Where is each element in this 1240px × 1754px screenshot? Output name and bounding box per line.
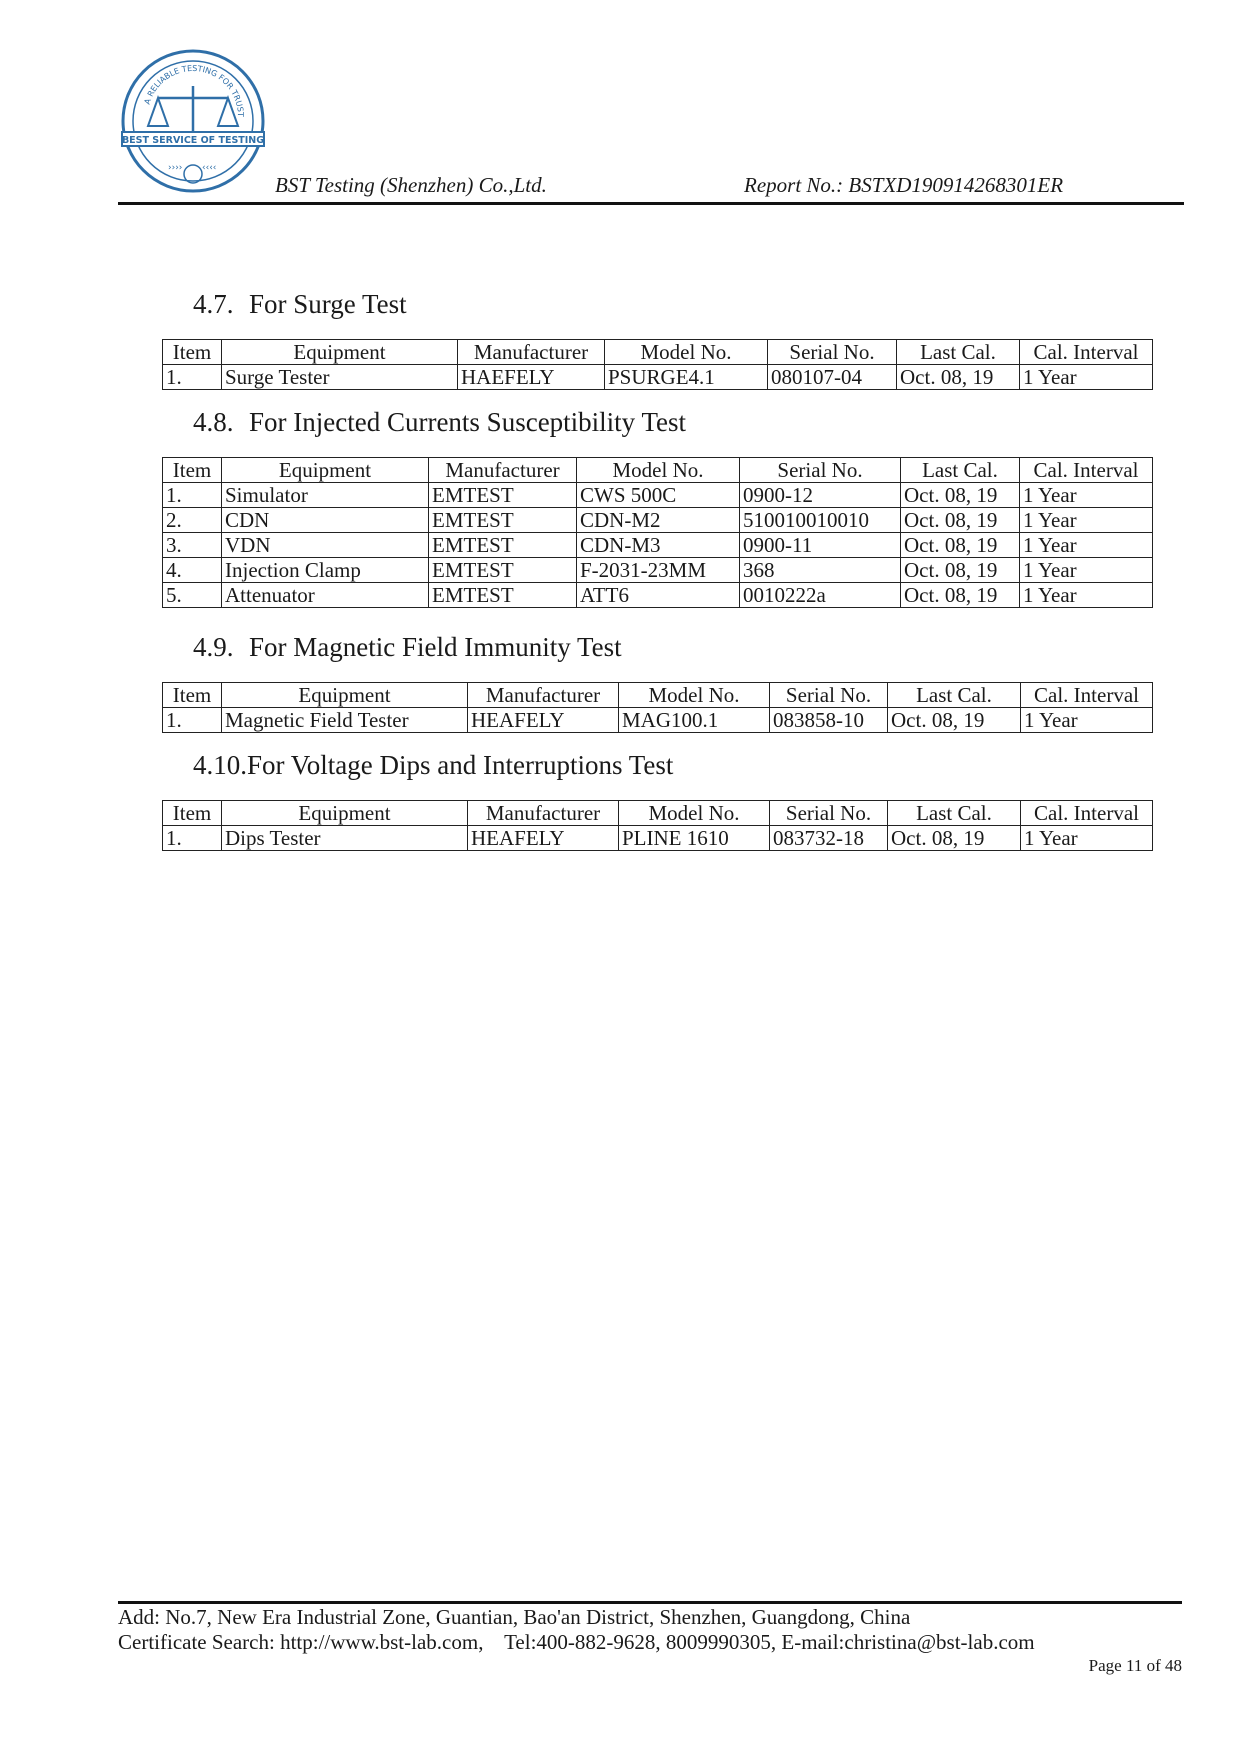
cell-manufacturer: HEAFELY <box>468 708 619 733</box>
cell-cal-interval: 1 Year <box>1020 533 1153 558</box>
cell-item: 1. <box>163 708 222 733</box>
header-divider <box>118 202 1184 205</box>
col-serial: Serial No. <box>768 340 897 365</box>
cell-last-cal: Oct. 08, 19 <box>888 708 1021 733</box>
footer-address: Add: No.7, New Era Industrial Zone, Guantian, Bao'an District, Shenzhen, Guangdong, China <box>118 1605 911 1629</box>
cell-serial: 080107-04 <box>768 365 897 390</box>
col-equipment: Equipment <box>222 801 468 826</box>
section-title-injected-currents: 4.8. For Injected Currents Susceptibility Test <box>193 407 687 437</box>
table-row <box>163 583 1153 608</box>
table-row <box>163 508 1153 533</box>
cell-manufacturer: EMTEST <box>429 508 577 533</box>
col-cal-interval: Cal. Interval <box>1021 801 1153 826</box>
col-cal-interval: Cal. Interval <box>1021 683 1153 708</box>
cell-equipment: Simulator <box>222 483 429 508</box>
col-item: Item <box>163 801 222 826</box>
col-last-cal: Last Cal. <box>888 683 1021 708</box>
company-logo <box>118 46 268 196</box>
cell-model: CWS 500C <box>577 483 740 508</box>
table-row <box>163 483 1153 508</box>
cell-item: 4. <box>163 558 222 583</box>
cell-cal-interval: 1 Year <box>1021 826 1153 851</box>
cell-item: 2. <box>163 508 222 533</box>
col-manufacturer: Manufacturer <box>429 458 577 483</box>
col-equipment: Equipment <box>222 458 429 483</box>
table-row <box>163 365 1153 390</box>
equipment-table-surge <box>162 339 1153 390</box>
svg-text:A RELIABLE TESTING FOR TRUST: A RELIABLE TESTING FOR TRUST <box>142 63 246 118</box>
cell-model: F-2031-23MM <box>577 558 740 583</box>
cell-model: CDN-M2 <box>577 508 740 533</box>
col-last-cal: Last Cal. <box>901 458 1020 483</box>
svg-text:››››: ›››› <box>168 163 183 173</box>
col-serial: Serial No. <box>770 801 888 826</box>
cell-equipment: VDN <box>222 533 429 558</box>
col-model: Model No. <box>619 801 770 826</box>
col-model: Model No. <box>605 340 768 365</box>
cell-serial: 083732-18 <box>770 826 888 851</box>
report-number: Report No.: BSTXD190914268301ER <box>744 173 1064 197</box>
cell-model: CDN-M3 <box>577 533 740 558</box>
cell-last-cal: Oct. 08, 19 <box>901 483 1020 508</box>
cell-cal-interval: 1 Year <box>1020 583 1153 608</box>
col-item: Item <box>163 683 222 708</box>
cell-item: 1. <box>163 483 222 508</box>
cell-equipment: Injection Clamp <box>222 558 429 583</box>
col-last-cal: Last Cal. <box>897 340 1020 365</box>
cell-cal-interval: 1 Year <box>1020 508 1153 533</box>
col-manufacturer: Manufacturer <box>468 683 619 708</box>
col-model: Model No. <box>577 458 740 483</box>
cell-model: PLINE 1610 <box>619 826 770 851</box>
equipment-table-injected-currents <box>162 457 1153 608</box>
table-header-row <box>163 683 1153 708</box>
table-header-row <box>163 458 1153 483</box>
cell-model: PSURGE4.1 <box>605 365 768 390</box>
cell-last-cal: Oct. 08, 19 <box>888 826 1021 851</box>
table-row <box>163 533 1153 558</box>
col-equipment: Equipment <box>222 683 468 708</box>
cell-serial: 510010010010 <box>740 508 901 533</box>
cell-serial: 0900-11 <box>740 533 901 558</box>
col-serial: Serial No. <box>770 683 888 708</box>
table-row <box>163 826 1153 851</box>
cell-equipment: CDN <box>222 508 429 533</box>
col-cal-interval: Cal. Interval <box>1020 458 1153 483</box>
cell-last-cal: Oct. 08, 19 <box>901 533 1020 558</box>
col-model: Model No. <box>619 683 770 708</box>
table-row <box>163 708 1153 733</box>
cell-equipment: Surge Tester <box>222 365 458 390</box>
section-title-voltage-dips: 4.10.For Voltage Dips and Interruptions Test <box>193 750 674 780</box>
section-title-surge: 4.7. For Surge Test <box>193 289 407 319</box>
cell-manufacturer: EMTEST <box>429 558 577 583</box>
cell-serial: 0900-12 <box>740 483 901 508</box>
cell-cal-interval: 1 Year <box>1021 708 1153 733</box>
footer-contact: Certificate Search: http://www.bst-lab.com, Tel:400-882-9628, 8009990305, E-mail:christina@bst-lab.com <box>118 1630 1035 1654</box>
cell-equipment: Dips Tester <box>222 826 468 851</box>
footer-divider <box>118 1601 1182 1604</box>
cell-cal-interval: 1 Year <box>1020 483 1153 508</box>
cell-manufacturer: HAEFELY <box>458 365 605 390</box>
section-title-magnetic-field: 4.9. For Magnetic Field Immunity Test <box>193 632 622 662</box>
cell-serial: 083858-10 <box>770 708 888 733</box>
cell-serial: 368 <box>740 558 901 583</box>
col-item: Item <box>163 458 222 483</box>
table-header-row <box>163 340 1153 365</box>
cell-serial: 0010222a <box>740 583 901 608</box>
cell-item: 5. <box>163 583 222 608</box>
col-serial: Serial No. <box>740 458 901 483</box>
cell-manufacturer: HEAFELY <box>468 826 619 851</box>
cell-last-cal: Oct. 08, 19 <box>897 365 1020 390</box>
svg-text:‹‹‹‹: ‹‹‹‹ <box>202 163 217 173</box>
cell-last-cal: Oct. 08, 19 <box>901 558 1020 583</box>
table-row <box>163 558 1153 583</box>
svg-text:BEST SERVICE OF TESTING: BEST SERVICE OF TESTING <box>121 135 265 146</box>
cell-manufacturer: EMTEST <box>429 483 577 508</box>
cell-cal-interval: 1 Year <box>1020 365 1153 390</box>
table-header-row <box>163 801 1153 826</box>
cell-manufacturer: EMTEST <box>429 583 577 608</box>
equipment-table-magnetic-field <box>162 682 1153 733</box>
cell-equipment: Attenuator <box>222 583 429 608</box>
cell-item: 1. <box>163 365 222 390</box>
col-last-cal: Last Cal. <box>888 801 1021 826</box>
cell-cal-interval: 1 Year <box>1020 558 1153 583</box>
col-cal-interval: Cal. Interval <box>1020 340 1153 365</box>
cell-model: ATT6 <box>577 583 740 608</box>
col-manufacturer: Manufacturer <box>468 801 619 826</box>
company-name: BST Testing (Shenzhen) Co.,Ltd. <box>275 173 547 197</box>
cell-model: MAG100.1 <box>619 708 770 733</box>
col-equipment: Equipment <box>222 340 458 365</box>
col-item: Item <box>163 340 222 365</box>
cell-equipment: Magnetic Field Tester <box>222 708 468 733</box>
cell-item: 1. <box>163 826 222 851</box>
cell-last-cal: Oct. 08, 19 <box>901 583 1020 608</box>
col-manufacturer: Manufacturer <box>458 340 605 365</box>
cell-last-cal: Oct. 08, 19 <box>901 508 1020 533</box>
cell-item: 3. <box>163 533 222 558</box>
cell-manufacturer: EMTEST <box>429 533 577 558</box>
equipment-table-voltage-dips <box>162 800 1153 851</box>
page-number: Page 11 of 48 <box>1088 1656 1182 1675</box>
